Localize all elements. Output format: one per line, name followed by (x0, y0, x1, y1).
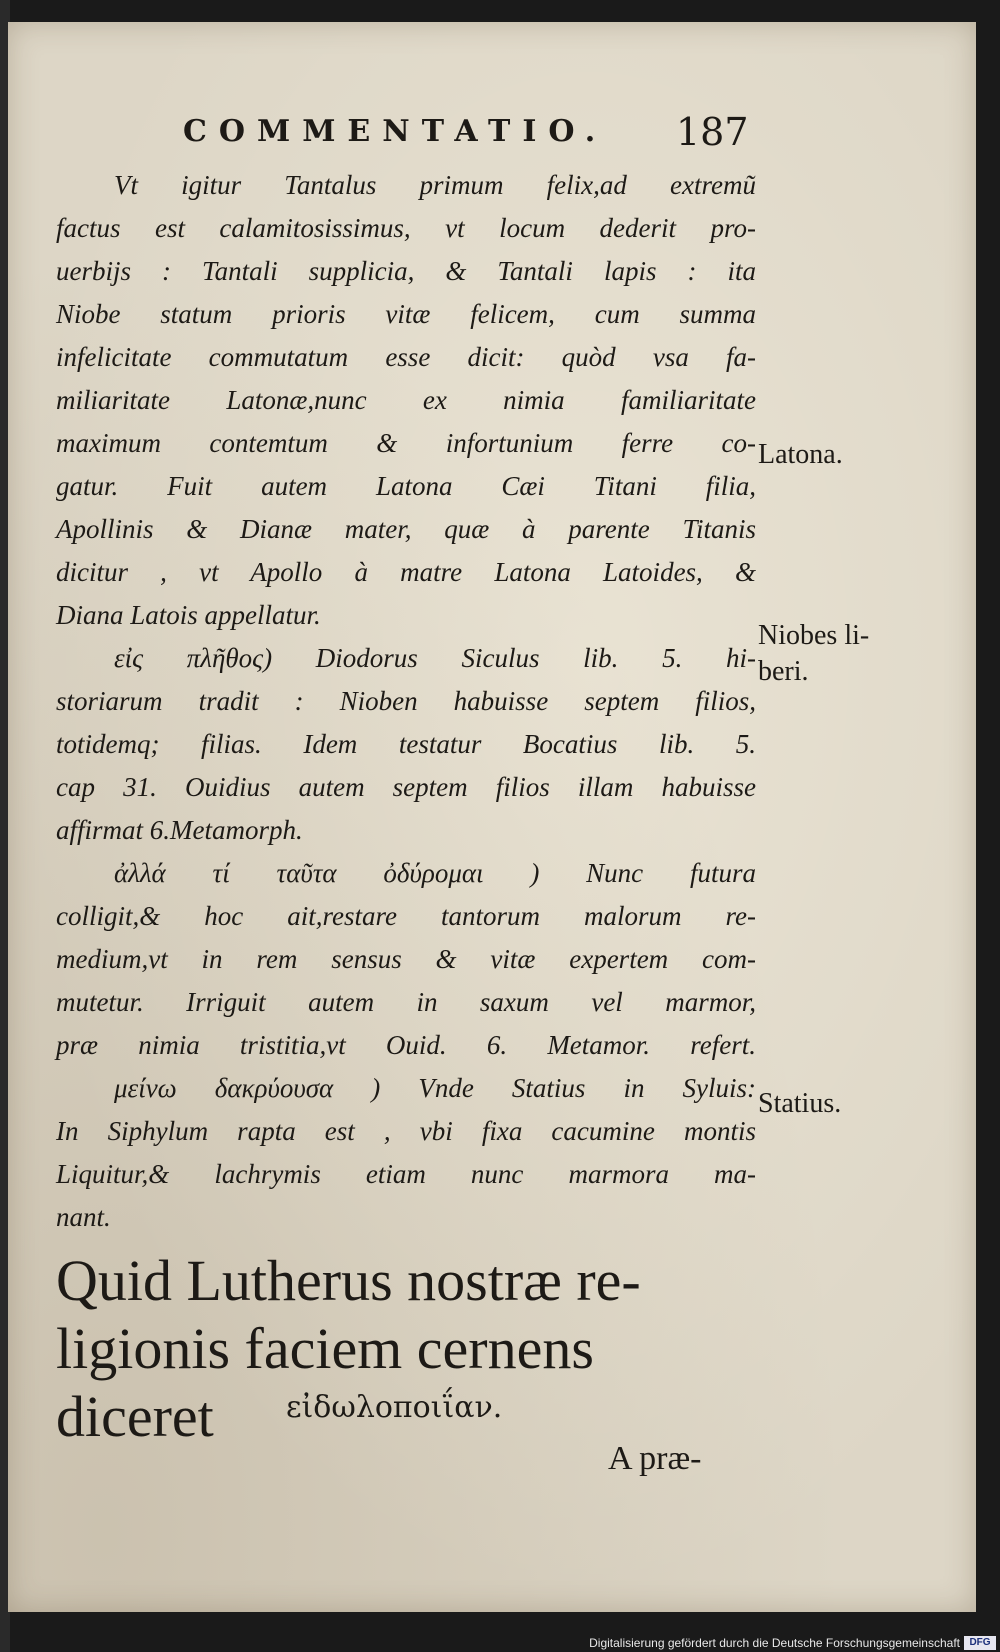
text-line: factus est calamitosissimus, vt locum dederit pro- (56, 213, 756, 243)
text-line: ἀλλά τί ταῦτα ὀδύρομαι ) Nunc futura (114, 858, 756, 888)
digitization-credit: Digitalisierung gefördert durch die Deutsche Forschungsgemeinschaft (589, 1636, 960, 1650)
text-line: totidemq; filias. Idem testatur Bocatius lib. 5. (56, 729, 756, 759)
body-text (56, 164, 756, 1239)
heading-line: Quid Lutherus nostræ re- (56, 1248, 641, 1313)
text-line: μείνω δακρύουσα ) Vnde Statius in Syluis: (114, 1073, 756, 1103)
text-line: cap 31. Ouidius autem septem filios illam habuisse (56, 772, 756, 802)
heading-greek: εἰδωλοποιΐαν. (286, 1390, 503, 1425)
text-line: Liquitur,& lachrymis etiam nunc marmora ma- (56, 1159, 756, 1189)
book-page (8, 22, 976, 1612)
dfg-logo: DFG (964, 1636, 996, 1650)
text-line: miliaritate Latonæ,nunc ex nimia familiaritate (56, 385, 756, 415)
text-line: colligit,& hoc ait,restare tantorum malorum re- (56, 901, 756, 931)
text-line: nant. (56, 1202, 111, 1232)
text-line: dicitur , vt Apollo à matre Latona Latoides, & (56, 557, 756, 587)
running-head: COMMENTATIO. (183, 114, 608, 149)
margin-note-latona: Latona. (758, 439, 843, 470)
text-line: affirmat 6.Metamorph. (56, 815, 303, 845)
margin-note-niobes (758, 618, 869, 690)
text-line: εἰς πλῆθος) Diodorus Siculus lib. 5. hi- (114, 643, 756, 673)
text-line: uerbijs : Tantali supplicia, & Tantali lapis : ita (56, 256, 756, 286)
margin-note-statius: Statius. (758, 1088, 842, 1119)
text-line: Diana Latois appellatur. (56, 600, 321, 630)
text-line: infelicitate commutatum esse dicit: quòd vsa fa- (56, 342, 756, 372)
text-line: storiarum tradit : Nioben habuisse septem filios, (56, 686, 756, 716)
text-line: Niobe statum prioris vitæ felicem, cum summa (56, 299, 756, 329)
page-number: 187 (676, 110, 749, 154)
heading-line: ligionis faciem cernens diceret (56, 1316, 594, 1449)
margin-note-line: beri. (758, 656, 809, 687)
text-line: Apollinis & Dianæ mater, quæ à parente Titanis (56, 514, 756, 544)
text-line: Vt igitur Tantalus primum felix,ad extremũ (114, 170, 756, 200)
margin-note-line: Niobes li- (758, 620, 870, 651)
catchword: A præ- (608, 1440, 702, 1477)
text-line: mutetur. Irriguit autem in saxum vel marmor, (56, 987, 756, 1017)
text-line: medium,vt in rem sensus & vitæ expertem com- (56, 944, 756, 974)
text-line: In Siphylum rapta est , vbi fixa cacumine montis (56, 1116, 756, 1146)
text-line: præ nimia tristitia,vt Ouid. 6. Metamor. refert. (56, 1030, 756, 1060)
text-line: maximum contemtum & infortunium ferre co- (56, 428, 756, 458)
text-line: gatur. Fuit autem Latona Cæi Titani filia, (56, 471, 756, 501)
